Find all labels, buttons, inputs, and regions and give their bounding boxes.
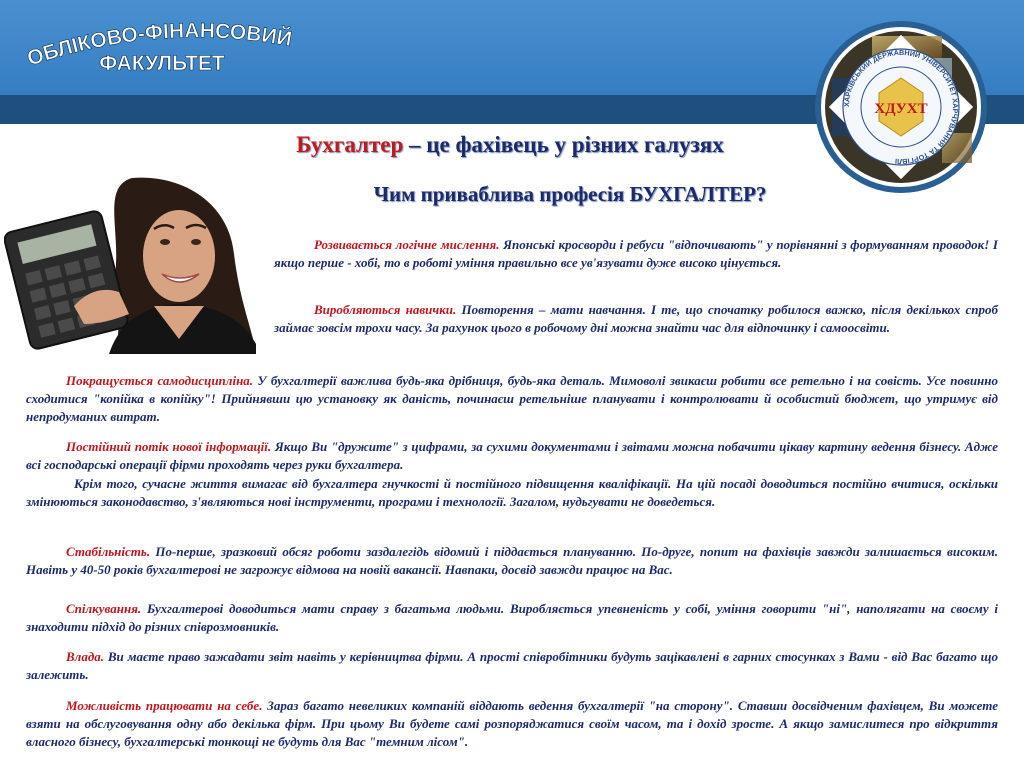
paragraph-text: Якщо Ви "дружите" з цифрами, за сухими документами і звітами можна побачити цікаву картину ведення бізнесу. Адже всі господарські операції фірми проходять через руки бухгалтера. — [26, 439, 998, 472]
paragraph-information — [26, 438, 998, 474]
paragraph-self-employment — [26, 697, 998, 751]
paragraph-text: Бухгалтерові доводиться мати справу з багатьма людьми. Виробляється упевненість у собі, уміння говорити "ні", наполягати на своєму і знаходити підхід до різних співрозмовників. — [26, 601, 998, 634]
paragraph-lead: Спілкування. — [66, 601, 142, 616]
paragraph-lead: Постійний потік нової інформації. — [66, 439, 272, 454]
paragraph-lead: Виробляються навички. — [314, 302, 457, 317]
faculty-line1: ОБЛІКОВО-ФІНАНСОВИЙ — [24, 19, 294, 71]
paragraph-skills — [274, 301, 998, 337]
page-subtitle: Чим приваблива професія БУХГАЛТЕР? — [373, 182, 767, 206]
paragraph-text: Крім того, сучасне життя вимагає від бухгалтера гнучкості й постійного підвищення кваліфікації. На цій посаді доводиться постійно вчитися, оскільки змінюються законодавство, з'являються нові інструменти, програми і технології. Загалом, нудьгувати не доведеться. — [26, 476, 998, 509]
faculty-title-art — [12, 8, 312, 98]
faculty-title — [12, 8, 312, 98]
paragraph-stability — [26, 543, 998, 579]
paragraph-power — [26, 648, 998, 684]
logo-ring-text: ХАРКІВСЬКИЙ ДЕРЖАВНИЙ УНІВЕРСИТЕТ ХАРЧУВАННЯ ТА ТОРГІВЛІ — [841, 47, 961, 167]
paragraph-text: У бухгалтерії важлива будь-яка дрібниця, будь-яка деталь. Мимоволі звикаєш робити все ретельно і на совість. Усе повинно сходитися "копійка в копійку"! Прийнявши цю установку як даність, починаєш ретельніше планувати і контролювати й особистий бюджет, що утримує від непродуманих витрат. — [26, 373, 998, 424]
paragraph-text: Зараз багато невеликих компаній віддають ведення бухгалтерії "на сторону". Ставши досвідченим фахівцем, Ви можете взяти на обслуговування одну або декілька фірм. При цьому Ви будете самі розпоряджатися своїм часом, та і дохід зросте. А якщо замислитеся про відкриття власного бізнесу, бухгалтерські тонкощі не будуть для Вас "темним лісом". — [26, 698, 998, 749]
title-accent: Бухгалтер — [296, 132, 404, 157]
paragraph-lead: Можливість працювати на себе. — [66, 698, 263, 713]
university-logo — [812, 18, 990, 196]
paragraph-discipline — [26, 372, 998, 426]
paragraph-lead: Стабільність. — [66, 544, 151, 559]
page-title — [230, 132, 790, 158]
paragraph-communication — [26, 600, 998, 636]
paragraph-logic — [274, 236, 998, 272]
paragraph-lead: Розвивається логічне мислення. — [314, 237, 500, 252]
paragraph-text: Повторення – мати навчання. І те, що спочатку робилося важко, після декількох спроб займає зовсім трохи часу. За рахунок цього в робочому дні можна знайти час для відпочинку і самоосвіти. — [274, 302, 998, 335]
logo-monogram: ХДУХТ — [874, 101, 928, 117]
paragraph-text: Японські кросворди і ребуси "відпочивають" у порівнянні з формуванням проводок! І якщо перше - хобі, то в роботі уміння правильно все ув'язувати дуже високо цінується. — [274, 237, 998, 270]
title-rest: – це фахівець у різних галузях — [403, 132, 724, 157]
paragraph-text: По-перше, зразковий обсяг роботи заздалегідь відомий і піддається плануванню. По-друге, попит на фахівців завжди залишається високим. Навіть у 40-50 років бухгалтерові не загрожує відмова на новій вакансії. Навпаки, досвід завжди працює на Вас. — [26, 544, 998, 577]
faculty-line2: ФАКУЛЬТЕТ — [99, 52, 225, 75]
paragraph-text: Ви маєте право зажадати звіт навіть у керівництва фірми. А прості співробітники будуть зацікавлені в гарних стосунках з Вами - від Вас багато що залежить. — [26, 649, 998, 682]
paragraph-flexibility — [26, 475, 998, 511]
face — [143, 210, 215, 302]
paragraph-lead: Влада. — [66, 649, 105, 664]
paragraph-lead: Покращується самодисципліна. — [66, 373, 254, 388]
accountant-photo — [4, 174, 256, 354]
